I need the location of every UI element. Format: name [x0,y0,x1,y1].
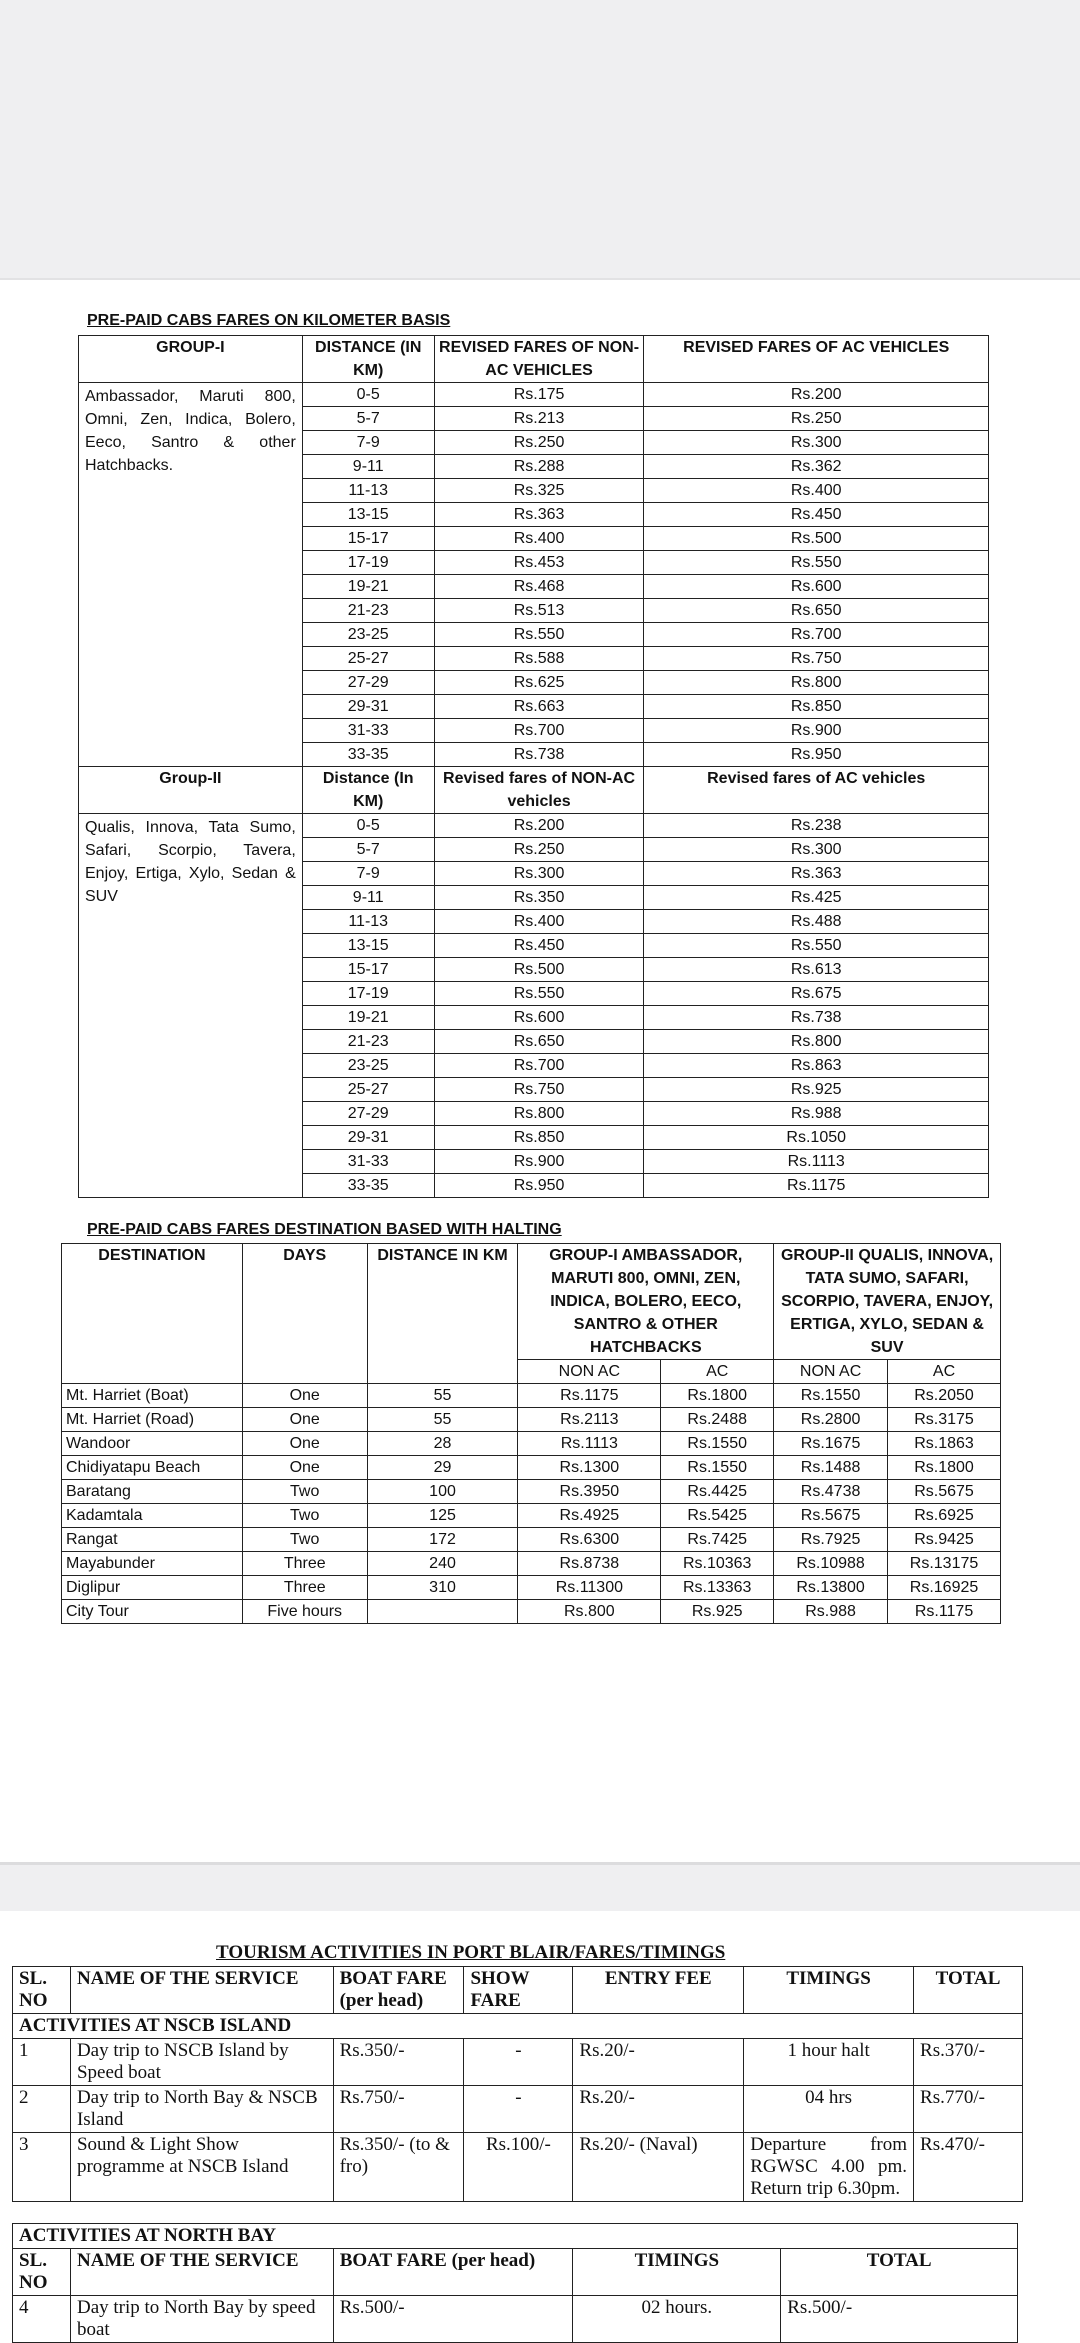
days-cell: Two [242,1480,367,1504]
distance-cell: 9-11 [302,886,434,910]
g2-ac-cell: Rs.16925 [888,1576,1001,1600]
show-fare-cell: - [464,2086,573,2133]
nonac-fare-cell: Rs.800 [434,1102,644,1126]
nonac-fare-cell: Rs.400 [434,527,644,551]
nonac-header: Revised fares of NON-AC vehicles [434,767,644,814]
nonac-fare-cell: Rs.350 [434,886,644,910]
slno-cell: 2 [13,2086,71,2133]
ac-fare-cell: Rs.750 [644,647,989,671]
boat-fare-cell: Rs.350/- [333,2039,464,2086]
service-cell: Day trip to NSCB Island by Speed boat [70,2039,333,2086]
g1-ac-cell: Rs.1800 [661,1384,774,1408]
distance-cell: 23-25 [302,623,434,647]
days-cell: One [242,1456,367,1480]
ac-fare-cell: Rs.700 [644,623,989,647]
nonac-fare-cell: Rs.850 [434,1126,644,1150]
ac-fare-cell: Rs.450 [644,503,989,527]
th-show: SHOW FARE [464,1967,573,2014]
ac-fare-cell: Rs.425 [644,886,989,910]
ac-fare-cell: Rs.925 [644,1078,989,1102]
th-boat: BOAT FARE (per head) [333,1967,464,2014]
th-timings: TIMINGS [744,1967,914,2014]
ac-fare-cell: Rs.550 [644,551,989,575]
timings-cell: 02 hours. [573,2296,781,2343]
g2-nonac-cell: Rs.1675 [774,1432,888,1456]
g2-ac-cell: Rs.1800 [888,1456,1001,1480]
distance-cell: 25-27 [302,647,434,671]
show-fare-cell: Rs.100/- [464,2133,573,2202]
distance-cell: 27-29 [302,671,434,695]
distance-cell: 17-19 [302,551,434,575]
distance-cell: 172 [367,1528,518,1552]
g1-nonac-cell: Rs.4925 [518,1504,661,1528]
g1-nonac-cell: Rs.1300 [518,1456,661,1480]
ac-fare-cell: Rs.363 [644,862,989,886]
g1-ac-cell: Rs.1550 [661,1432,774,1456]
page-break [0,1862,1080,1911]
nonac-fare-cell: Rs.700 [434,719,644,743]
ac-header: Revised fares of AC vehicles [644,767,989,814]
ac-fare-cell: Rs.800 [644,1030,989,1054]
ac-header: REVISED FARES OF AC VEHICLES [644,336,989,383]
service-cell: Day trip to North Bay by speed boat [70,2296,333,2343]
distance-cell: 31-33 [302,719,434,743]
destination-cell: Diglipur [62,1576,243,1600]
distance-cell: 9-11 [302,455,434,479]
header-g1-ac: AC [661,1360,774,1384]
destination-cell: Mayabunder [62,1552,243,1576]
destination-cell: Mt. Harriet (Road) [62,1408,243,1432]
th-entry: ENTRY FEE [573,1967,744,2014]
nonac-fare-cell: Rs.700 [434,1054,644,1078]
destination-row [62,1384,1001,1408]
distance-cell [367,1600,518,1624]
total-cell: Rs.500/- [781,2296,1018,2343]
g2-ac-cell: Rs.5675 [888,1480,1001,1504]
distance-cell: 27-29 [302,1102,434,1126]
ac-fare-cell: Rs.300 [644,838,989,862]
distance-cell: 13-15 [302,934,434,958]
header-group2: GROUP-II QUALIS, INNOVA, TATA SUMO, SAFARI, SCORPIO, TAVERA, ENJOY, ERTIGA, XYLO, SEDAN & SUV [774,1244,1001,1360]
distance-cell: 5-7 [302,838,434,862]
distance-cell: 25-27 [302,1078,434,1102]
distance-cell: 240 [367,1552,518,1576]
nonac-fare-cell: Rs.250 [434,838,644,862]
activity-row [13,2296,1018,2343]
days-cell: One [242,1408,367,1432]
km-fares-title: PRE-PAID CABS FARES ON KILOMETER BASIS [87,312,451,329]
tourism-table-northbay [12,2223,1018,2343]
destination-row [62,1600,1001,1624]
days-cell: One [242,1432,367,1456]
distance-cell: 15-17 [302,527,434,551]
service-cell: Day trip to North Bay & NSCB Island [70,2086,333,2133]
nonac-fare-cell: Rs.650 [434,1030,644,1054]
g1-nonac-cell: Rs.11300 [518,1576,661,1600]
destination-row [62,1456,1001,1480]
boat-fare-cell: Rs.750/- [333,2086,464,2133]
distance-cell: 28 [367,1432,518,1456]
ac-fare-cell: Rs.238 [644,814,989,838]
g2-ac-cell: Rs.9425 [888,1528,1001,1552]
g2-ac-cell: Rs.3175 [888,1408,1001,1432]
distance-cell: 13-15 [302,503,434,527]
nonac-fare-cell: Rs.738 [434,743,644,767]
distance-cell: 5-7 [302,407,434,431]
g2-ac-cell: Rs.2050 [888,1384,1001,1408]
timings-cell: 04 hrs [744,2086,914,2133]
g1-nonac-cell: Rs.1175 [518,1384,661,1408]
distance-cell: 0-5 [302,814,434,838]
ac-fare-cell: Rs.362 [644,455,989,479]
ac-fare-cell: Rs.850 [644,695,989,719]
ac-fare-cell: Rs.1050 [644,1126,989,1150]
boat-fare-cell: Rs.350/- (to & fro) [333,2133,464,2202]
ac-fare-cell: Rs.1113 [644,1150,989,1174]
g2-nonac-cell: Rs.2800 [774,1408,888,1432]
distance-cell: 7-9 [302,862,434,886]
ac-fare-cell: Rs.550 [644,934,989,958]
nonac-fare-cell: Rs.550 [434,623,644,647]
th-service: NAME OF THE SERVICE [70,1967,333,2014]
g2-ac-cell: Rs.6925 [888,1504,1001,1528]
distance-cell: 55 [367,1384,518,1408]
activity-row [13,2086,1023,2133]
ac-fare-cell: Rs.500 [644,527,989,551]
distance-cell: 21-23 [302,1030,434,1054]
days-cell: Two [242,1504,367,1528]
g1-ac-cell: Rs.2488 [661,1408,774,1432]
ac-fare-cell: Rs.488 [644,910,989,934]
destination-row [62,1576,1001,1600]
g1-ac-cell: Rs.925 [661,1600,774,1624]
header-distance: DISTANCE IN KM [367,1244,518,1384]
nonac-fare-cell: Rs.363 [434,503,644,527]
days-cell: Three [242,1576,367,1600]
timings-cell: Departure from RGWSC 4.00 pm. Return trip 6.30pm. [744,2133,914,2202]
g2-nonac-cell: Rs.1488 [774,1456,888,1480]
distance-cell: 11-13 [302,910,434,934]
km-fares-table [78,335,989,1198]
destination-cell: City Tour [62,1600,243,1624]
th2-service: NAME OF THE SERVICE [70,2249,333,2296]
ac-fare-cell: Rs.250 [644,407,989,431]
section-nscb: ACTIVITIES AT NSCB ISLAND [13,2014,1023,2039]
page-edge [0,278,1080,280]
total-cell: Rs.770/- [914,2086,1023,2133]
entry-fee-cell: Rs.20/- (Naval) [573,2133,744,2202]
activity-row [13,2133,1023,2202]
days-cell: Three [242,1552,367,1576]
header-destination: DESTINATION [62,1244,243,1384]
th-total: TOTAL [914,1967,1023,2014]
section-northbay: ACTIVITIES AT NORTH BAY [13,2224,1018,2249]
service-cell: Sound & Light Show programme at NSCB Island [70,2133,333,2202]
g1-ac-cell: Rs.13363 [661,1576,774,1600]
ac-fare-cell: Rs.675 [644,982,989,1006]
g1-nonac-cell: Rs.8738 [518,1552,661,1576]
ac-fare-cell: Rs.300 [644,431,989,455]
g1-nonac-cell: Rs.1113 [518,1432,661,1456]
header-group1: GROUP-I AMBASSADOR, MARUTI 800, OMNI, ZEN, INDICA, BOLERO, EECO, SANTRO & OTHER HATCHBACKS [518,1244,774,1360]
g1-nonac-cell: Rs.2113 [518,1408,661,1432]
days-cell: Two [242,1528,367,1552]
activity-row [13,2039,1023,2086]
g2-ac-cell: Rs.1175 [888,1600,1001,1624]
destination-cell: Mt. Harriet (Boat) [62,1384,243,1408]
destination-cell: Kadamtala [62,1504,243,1528]
nonac-fare-cell: Rs.625 [434,671,644,695]
vehicle-list: Qualis, Innova, Tata Sumo, Safari, Scorpio, Tavera, Enjoy, Ertiga, Xylo, Sedan & SUV [79,814,303,1198]
g1-nonac-cell: Rs.6300 [518,1528,661,1552]
th2-slno: SL. NO [13,2249,71,2296]
days-cell: Five hours [242,1600,367,1624]
total-cell: Rs.370/- [914,2039,1023,2086]
nonac-header: REVISED FARES OF NON-AC VEHICLES [434,336,644,383]
g1-nonac-cell: Rs.3950 [518,1480,661,1504]
ac-fare-cell: Rs.738 [644,1006,989,1030]
ac-fare-cell: Rs.1175 [644,1174,989,1198]
distance-cell: 100 [367,1480,518,1504]
ac-fare-cell: Rs.400 [644,479,989,503]
th2-total: TOTAL [781,2249,1018,2296]
nonac-fare-cell: Rs.288 [434,455,644,479]
destination-cell: Chidiyatapu Beach [62,1456,243,1480]
distance-cell: 19-21 [302,575,434,599]
destination-fares-title: PRE-PAID CABS FARES DESTINATION BASED WITH HALTING [87,1221,562,1238]
vehicle-list: Ambassador, Maruti 800, Omni, Zen, Indica, Bolero, Eeco, Santro & other Hatchbacks. [79,383,303,767]
ac-fare-cell: Rs.800 [644,671,989,695]
header-g1-nonac: NON AC [518,1360,661,1384]
g1-ac-cell: Rs.10363 [661,1552,774,1576]
distance-cell: 33-35 [302,1174,434,1198]
th2-timings: TIMINGS [573,2249,781,2296]
distance-cell: 21-23 [302,599,434,623]
nonac-fare-cell: Rs.250 [434,431,644,455]
distance-cell: 0-5 [302,383,434,407]
g1-ac-cell: Rs.4425 [661,1480,774,1504]
tourism-table-nscb [12,1966,1023,2202]
show-fare-cell: - [464,2039,573,2086]
g2-nonac-cell: Rs.7925 [774,1528,888,1552]
distance-cell: 29-31 [302,695,434,719]
g2-nonac-cell: Rs.5675 [774,1504,888,1528]
nonac-fare-cell: Rs.900 [434,1150,644,1174]
distance-cell: 310 [367,1576,518,1600]
destination-row [62,1408,1001,1432]
distance-cell: 11-13 [302,479,434,503]
total-cell: Rs.470/- [914,2133,1023,2202]
header-g2-ac: AC [888,1360,1001,1384]
th-slno: SL. NO [13,1967,71,2014]
days-cell: One [242,1384,367,1408]
nonac-fare-cell: Rs.513 [434,599,644,623]
ac-fare-cell: Rs.613 [644,958,989,982]
header-days: DAYS [242,1244,367,1384]
slno-cell: 3 [13,2133,71,2202]
nonac-fare-cell: Rs.663 [434,695,644,719]
entry-fee-cell: Rs.20/- [573,2039,744,2086]
g2-ac-cell: Rs.1863 [888,1432,1001,1456]
entry-fee-cell: Rs.20/- [573,2086,744,2133]
slno-cell: 4 [13,2296,71,2343]
fare-row [79,383,989,407]
g2-nonac-cell: Rs.13800 [774,1576,888,1600]
nonac-fare-cell: Rs.453 [434,551,644,575]
nonac-fare-cell: Rs.300 [434,862,644,886]
ac-fare-cell: Rs.200 [644,383,989,407]
distance-cell: 19-21 [302,1006,434,1030]
slno-cell: 1 [13,2039,71,2086]
group-name: Group-II [79,767,303,814]
distance-cell: 17-19 [302,982,434,1006]
g1-nonac-cell: Rs.800 [518,1600,661,1624]
fare-row [79,814,989,838]
distance-cell: 23-25 [302,1054,434,1078]
destination-cell: Baratang [62,1480,243,1504]
boat-fare-cell: Rs.500/- [333,2296,573,2343]
nonac-fare-cell: Rs.213 [434,407,644,431]
nonac-fare-cell: Rs.550 [434,982,644,1006]
g2-nonac-cell: Rs.988 [774,1600,888,1624]
nonac-fare-cell: Rs.588 [434,647,644,671]
distance-header: Distance (In KM) [302,767,434,814]
g1-ac-cell: Rs.1550 [661,1456,774,1480]
nonac-fare-cell: Rs.200 [434,814,644,838]
nonac-fare-cell: Rs.600 [434,1006,644,1030]
distance-cell: 15-17 [302,958,434,982]
timings-cell: 1 hour halt [744,2039,914,2086]
destination-row [62,1552,1001,1576]
distance-cell: 55 [367,1408,518,1432]
nonac-fare-cell: Rs.750 [434,1078,644,1102]
distance-cell: 29 [367,1456,518,1480]
ac-fare-cell: Rs.650 [644,599,989,623]
nonac-fare-cell: Rs.468 [434,575,644,599]
nonac-fare-cell: Rs.175 [434,383,644,407]
destination-fares-table [61,1243,1001,1624]
destination-row [62,1504,1001,1528]
destination-cell: Rangat [62,1528,243,1552]
g1-ac-cell: Rs.7425 [661,1528,774,1552]
ac-fare-cell: Rs.600 [644,575,989,599]
distance-cell: 7-9 [302,431,434,455]
ac-fare-cell: Rs.863 [644,1054,989,1078]
distance-header: DISTANCE (IN KM) [302,336,434,383]
ac-fare-cell: Rs.950 [644,743,989,767]
tourism-title: TOURISM ACTIVITIES IN PORT BLAIR/FARES/TIMINGS [216,1942,726,1963]
header-g2-nonac: NON AC [774,1360,888,1384]
distance-cell: 125 [367,1504,518,1528]
destination-row [62,1432,1001,1456]
g2-nonac-cell: Rs.1550 [774,1384,888,1408]
nonac-fare-cell: Rs.500 [434,958,644,982]
group-name: GROUP-I [79,336,303,383]
g1-ac-cell: Rs.5425 [661,1504,774,1528]
nonac-fare-cell: Rs.400 [434,910,644,934]
ac-fare-cell: Rs.900 [644,719,989,743]
destination-row [62,1480,1001,1504]
nonac-fare-cell: Rs.450 [434,934,644,958]
g2-nonac-cell: Rs.10988 [774,1552,888,1576]
distance-cell: 29-31 [302,1126,434,1150]
nonac-fare-cell: Rs.325 [434,479,644,503]
destination-row [62,1528,1001,1552]
top-blank-area [0,0,1080,278]
ac-fare-cell: Rs.988 [644,1102,989,1126]
distance-cell: 33-35 [302,743,434,767]
distance-cell: 31-33 [302,1150,434,1174]
th2-boat: BOAT FARE (per head) [333,2249,573,2296]
g2-nonac-cell: Rs.4738 [774,1480,888,1504]
nonac-fare-cell: Rs.950 [434,1174,644,1198]
g2-ac-cell: Rs.13175 [888,1552,1001,1576]
destination-cell: Wandoor [62,1432,243,1456]
